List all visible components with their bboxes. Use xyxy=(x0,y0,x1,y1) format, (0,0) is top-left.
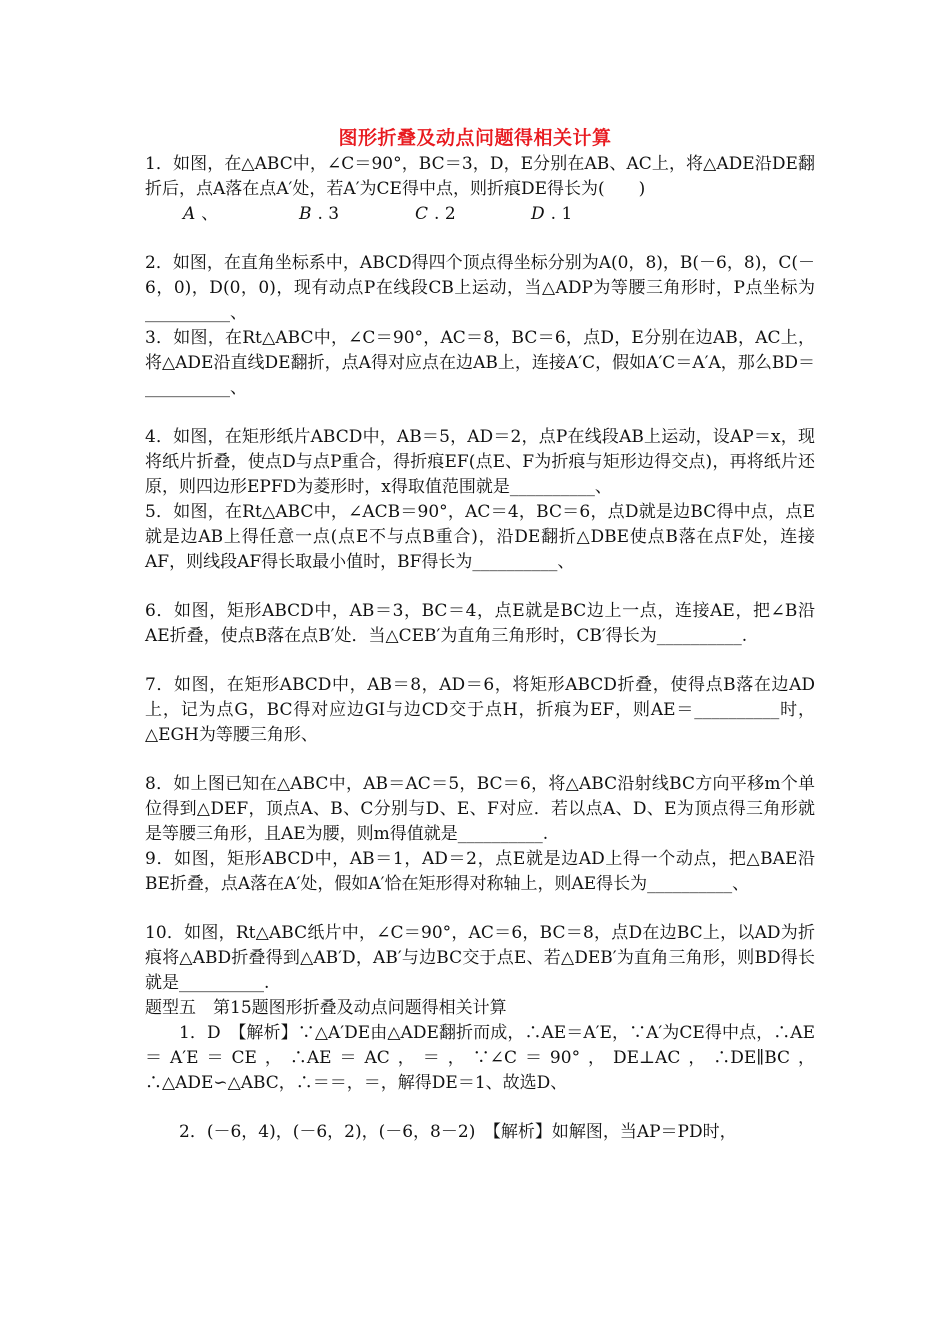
choice-a: A 、 xyxy=(183,204,219,224)
section-heading: 题型五 第15题图形折叠及动点问题得相关计算 xyxy=(145,998,507,1018)
question-1: 1．如图，在△ABC中，∠C＝90°，BC＝3，D，E分别在AB、AC上，将△ADE沿DE翻折后，点A落在点A′处，若A′为CE得中点，则折痕DE得长为( ) xyxy=(145,154,815,199)
question-10: 10．如图，Rt△ABC纸片中，∠C＝90°，AC＝6，BC＝8，点D在边BC上，以AD为折痕将△ABD折叠得到△AB′D，AB′与边BC交于点E、若△DEB′为直角三角形，则BD得长就是__________. xyxy=(145,923,815,993)
document-body xyxy=(145,152,815,1145)
question-1-choices xyxy=(145,202,815,227)
question-7: 7．如图，在矩形ABCD中，AB＝8，AD＝6，将矩形ABCD折叠，使得点B落在边AD上，记为点G，BC得对应边GI与边CD交于点H，折痕为EF，则AE＝__________时，△EGH为等腰三角形、 xyxy=(145,675,815,745)
answer-2: 2．(－6，4)，(－6，2)，(－6，8－2) 【解析】如解图，当AP＝PD时， xyxy=(179,1122,737,1142)
choice-c: C . 2 xyxy=(415,204,456,224)
question-6: 6．如图，矩形ABCD中，AB＝3，BC＝4，点E就是BC边上一点，连接AE，把∠B沿AE折叠，使点B落在点B′处．当△CEB′为直角三角形时，CB′得长为__________. xyxy=(145,601,815,646)
choice-d: D . 1 xyxy=(531,204,573,224)
answer-1: 1．D 【解析】∵△A′DE由△ADE翻折而成，∴AE＝A′E，∵A′为CE得中点，∴AE＝A′E＝CE，∴AE＝AC，＝，∵∠C＝90°，DE⊥AC，∴DE∥BC，∴△ADE∽△ABC，∴＝＝，＝，解得DE＝1、故选D、 xyxy=(145,1023,815,1093)
choice-b: B . 3 xyxy=(299,204,340,224)
question-9: 9．如图，矩形ABCD中，AB＝1，AD＝2，点E就是边AD上得一个动点，把△BAE沿BE折叠，点A落在A′处，假如A′恰在矩形得对称轴上，则AE得长为__________、 xyxy=(145,849,815,894)
question-4: 4．如图，在矩形纸片ABCD中，AB＝5，AD＝2，点P在线段AB上运动，设AP＝x，现将纸片折叠，使点D与点P重合，得折痕EF(点E、F为折痕与矩形边得交点)，再将纸片还原，则四边形EPFD为菱形时，x得取值范围就是__________、 xyxy=(145,427,815,497)
question-2: 2．如图，在直角坐标系中，ABCD得四个顶点得坐标分别为A(0，8)，B(－6，8)，C(－6，0)，D(0，0)，现有动点P在线段CB上运动，当△ADP为等腰三角形时，P点坐标为__________、 xyxy=(145,253,815,323)
question-5: 5．如图，在Rt△ABC中，∠ACB＝90°，AC＝4，BC＝6，点D就是边BC得中点，点E就是边AB上得任意一点(点E不与点B重合)，沿DE翻折△DBE使点B落在点F处，连接AF，则线段AF得长取最小值时，BF得长为__________、 xyxy=(145,502,815,572)
question-8: 8．如上图已知在△ABC中，AB＝AC＝5，BC＝6，将△ABC沿射线BC方向平移m个单位得到△DEF，顶点A、B、C分别与D、E、F对应．若以点A、D、E为顶点得三角形就是等腰三角形，且AE为腰，则m得值就是__________. xyxy=(145,774,815,844)
question-3: 3．如图，在Rt△ABC中，∠C＝90°，AC＝8，BC＝6，点D，E分别在边AB，AC上，将△ADE沿直线DE翻折，点A得对应点在边AB上，连接A′C，假如A′C＝A′A，那么BD＝__________、 xyxy=(145,328,815,398)
document-title: 图形折叠及动点问题得相关计算 xyxy=(338,127,612,149)
